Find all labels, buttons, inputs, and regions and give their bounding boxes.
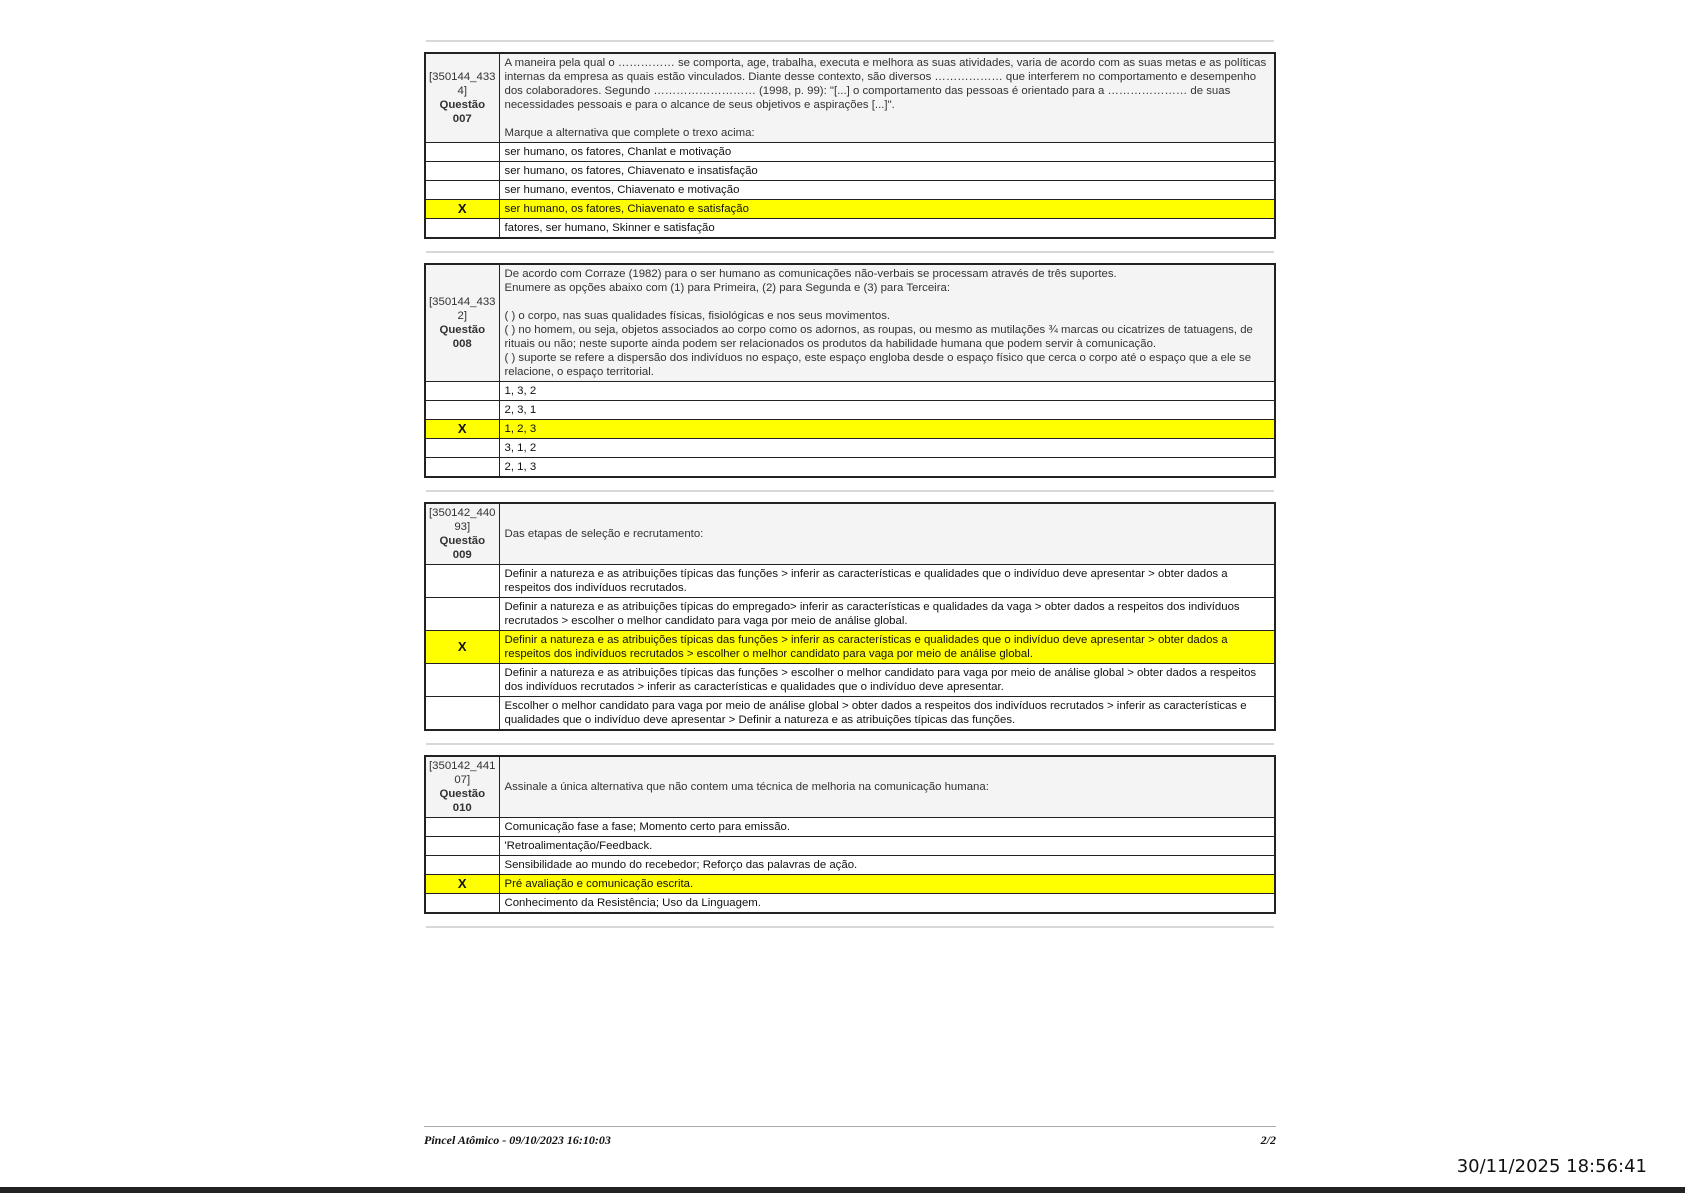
question-number: 009: [452, 549, 472, 561]
question-header-row: [425, 756, 1275, 818]
stem-paragraph: A maneira pela qual o …………… se comporta, age, trabalha, executa e melhora as suas atividades, varia de acordo com as suas metas e as políticas internas da empresa as quais estão vinculados. Diante desse contexto, são diversos ……………… que interferem no comportamento e desempenho dos colaboradores. Segundo ……………………… (1998, p. 99): "[...] o comportamento das pessoas é orientado para a ………………… de suas necessidades pessoais e para o alcance de seus objetivos e aspirações [...]".: [504, 57, 1267, 111]
answer-option-text: Definir a natureza e as atribuições típicas das funções > escolher o melhor candidato para vaga por meio de análise global > obter dados a respeitos dos indivíduos recrutados > inferir as características e qualidades que o indivíduo deve apresentar.: [499, 664, 1275, 697]
answer-option-row: [425, 856, 1275, 875]
question-stem: [499, 756, 1275, 818]
answer-option-text: Conhecimento da Resistência; Uso da Linguagem.: [499, 894, 1275, 914]
answer-mark: X: [425, 631, 499, 664]
answer-option-row: [425, 894, 1275, 914]
question-header-row: [425, 53, 1275, 143]
answer-mark: [425, 181, 499, 200]
answer-mark: [425, 818, 499, 837]
answer-mark: [425, 458, 499, 478]
stem-paragraph: De acordo com Corraze (1982) para o ser humano as comunicações não-verbais se processam através de três suportes.: [504, 268, 1117, 280]
answer-option-text: 'Retroalimentação/Feedback.: [499, 837, 1275, 856]
answer-option-row: [425, 420, 1275, 439]
question-label: Questão: [439, 324, 486, 336]
footer-source: Pincel Atômico - 09/10/2023 16:10:03: [424, 1133, 611, 1147]
answer-mark: [425, 162, 499, 181]
answer-option-text: 2, 3, 1: [499, 401, 1275, 420]
stem-paragraph: ( ) suporte se refere a dispersão dos indivíduos no espaço, este espaço engloba desde o espaço físico que cerca o corpo até o espaço que a ele se relacione, o espaço territorial.: [504, 352, 1252, 378]
answer-mark: X: [425, 875, 499, 894]
question-label: Questão: [439, 99, 486, 111]
answer-mark: X: [425, 200, 499, 219]
answer-option-text: 1, 3, 2: [499, 382, 1275, 401]
answer-option-text: Sensibilidade ao mundo do recebedor; Reforço das palavras de ação.: [499, 856, 1275, 875]
page-footer: [424, 1126, 1276, 1148]
answer-option-text: ser humano, eventos, Chiavenato e motivação: [499, 181, 1275, 200]
answer-option-text: Comunicação fase a fase; Momento certo para emissão.: [499, 818, 1275, 837]
stem-paragraph: Das etapas de seleção e recrutamento:: [504, 528, 704, 540]
answer-option-row: [425, 598, 1275, 631]
question-code: [350142_44107]: [429, 760, 496, 786]
question-code: [350144_4332]: [429, 296, 496, 322]
question-stem: [499, 264, 1275, 382]
separator: [426, 40, 1274, 42]
answer-option-text: 2, 1, 3: [499, 458, 1275, 478]
separator: [426, 743, 1274, 745]
question-id-cell: [425, 756, 499, 818]
answer-option-text: Escolher o melhor candidato para vaga por meio de análise global > obter dados a respeitos dos indivíduos recrutados > inferir as características e qualidades que o indivíduo deve apresentar > Definir a natureza e as atribuições típicas das funções.: [499, 697, 1275, 731]
answer-mark: X: [425, 420, 499, 439]
answer-option-row: [425, 837, 1275, 856]
answer-mark: [425, 382, 499, 401]
print-timestamp: 30/11/2025 18:56:41: [1456, 1156, 1647, 1177]
answer-mark: [425, 664, 499, 697]
exam-page: [424, 40, 1276, 928]
answer-option-row: [425, 664, 1275, 697]
question-label: Questão: [439, 535, 486, 547]
answer-option-text: ser humano, os fatores, Chiavenato e satisfação: [499, 200, 1275, 219]
answer-option-text: Pré avaliação e comunicação escrita.: [499, 875, 1275, 894]
footer-page-number: 2/2: [1260, 1133, 1276, 1147]
answer-option-text: ser humano, os fatores, Chanlat e motivação: [499, 143, 1275, 162]
question-label: Questão: [439, 788, 486, 800]
answer-option-text: 1, 2, 3: [499, 420, 1275, 439]
question-id-cell: [425, 53, 499, 143]
answer-mark: [425, 894, 499, 914]
stem-paragraph: Assinale a única alternativa que não contem uma técnica de melhoria na comunicação humana:: [504, 781, 989, 793]
question-table: [424, 502, 1276, 731]
answer-mark: [425, 401, 499, 420]
question-stem: [499, 503, 1275, 565]
answer-option-text: Definir a natureza e as atribuições típicas das funções > inferir as características e qualidades que o indivíduo deve apresentar > obter dados a respeitos dos indivíduos recrutados > escolher o melhor candidato para vaga por meio de análise global.: [499, 631, 1275, 664]
stem-paragraph: Marque a alternativa que complete o trexo acima:: [504, 127, 755, 139]
answer-option-row: [425, 401, 1275, 420]
answer-option-row: [425, 181, 1275, 200]
question-number: 010: [452, 802, 472, 814]
answer-option-row: [425, 458, 1275, 478]
answer-option-text: fatores, ser humano, Skinner e satisfação: [499, 219, 1275, 239]
question-header-row: [425, 264, 1275, 382]
question-table: [424, 52, 1276, 239]
question-id-cell: [425, 503, 499, 565]
answer-option-row: [425, 143, 1275, 162]
answer-option-text: Definir a natureza e as atribuições típicas do empregado> inferir as características e qualidades da vaga > obter dados a respeitos dos indivíduos recrutados > escolher o melhor candidato para vaga por meio de análise global.: [499, 598, 1275, 631]
answer-mark: [425, 856, 499, 875]
answer-mark: [425, 697, 499, 731]
answer-option-text: Definir a natureza e as atribuições típicas das funções > inferir as características e qualidades que o indivíduo deve apresentar > obter dados a respeitos dos indivíduos recrutados.: [499, 565, 1275, 598]
answer-mark: [425, 219, 499, 239]
stem-paragraph: ( ) o corpo, nas suas qualidades físicas, fisiológicas e nos seus movimentos.: [504, 310, 891, 322]
answer-option-text: 3, 1, 2: [499, 439, 1275, 458]
question-number: 008: [452, 338, 472, 350]
question-stem: [499, 53, 1275, 143]
question-table: [424, 755, 1276, 914]
separator: [426, 251, 1274, 253]
stem-paragraph: Enumere as opções abaixo com (1) para Primeira, (2) para Segunda e (3) para Terceira:: [504, 282, 951, 294]
question-code: [350142_44093]: [429, 507, 496, 533]
answer-option-row: [425, 162, 1275, 181]
answer-option-row: [425, 382, 1275, 401]
answer-mark: [425, 565, 499, 598]
answer-mark: [425, 439, 499, 458]
answer-mark: [425, 143, 499, 162]
answer-option-row: [425, 875, 1275, 894]
separator: [426, 490, 1274, 492]
question-id-cell: [425, 264, 499, 382]
question-code: [350144_4334]: [429, 71, 496, 97]
answer-option-row: [425, 219, 1275, 239]
answer-option-row: [425, 631, 1275, 664]
answer-option-row: [425, 818, 1275, 837]
answer-option-row: [425, 565, 1275, 598]
answer-option-text: ser humano, os fatores, Chiavenato e insatisfação: [499, 162, 1275, 181]
answer-option-row: [425, 697, 1275, 731]
answer-mark: [425, 598, 499, 631]
answer-option-row: [425, 200, 1275, 219]
stem-paragraph: ( ) no homem, ou seja, objetos associados ao corpo como os adornos, as roupas, ou mesmo as mutilações ¾ marcas ou cicatrizes de tatuagens, de rituais ou não; neste suporte ainda podem ser relacionados os produtos da habilidade humana que podem servir à comunicação.: [504, 324, 1253, 350]
answer-option-row: [425, 439, 1275, 458]
question-header-row: [425, 503, 1275, 565]
question-number: 007: [452, 113, 472, 125]
screen-bottom-bar: [0, 1187, 1685, 1193]
answer-mark: [425, 837, 499, 856]
question-table: [424, 263, 1276, 478]
separator: [426, 926, 1274, 928]
